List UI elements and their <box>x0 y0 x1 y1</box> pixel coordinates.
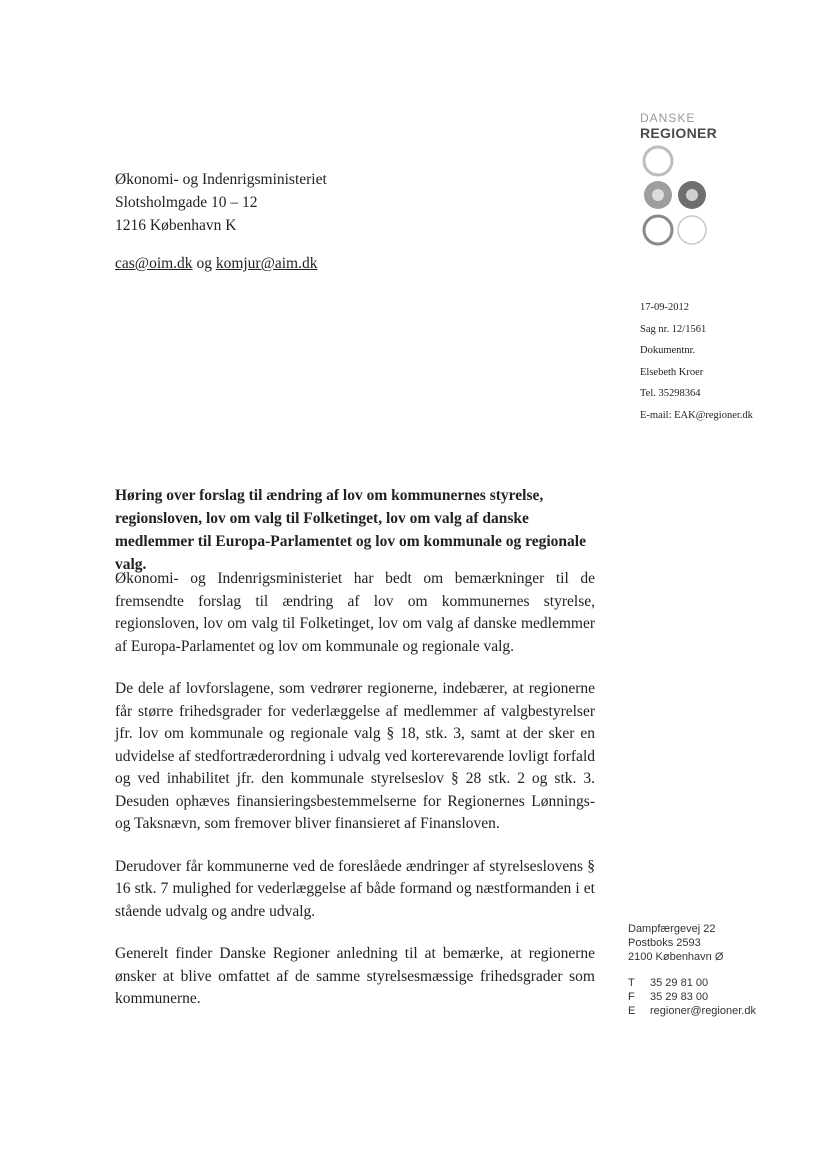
contact-box: Postboks 2593 <box>628 937 701 949</box>
body-paragraph: De dele af lovforslagene, som vedrører regionerne, indebærer, at regionerne får større frihedsgrader for vederlæggelse af medlemmer af valgbestyrelser jfr. lov om kommunale og regionale valg § 18, stk. 3, samt at der sker en udvidelse af stedfortræderordning i udvalg ved korterevarende lovligt forfald og ved inhabilitet jfr. den kommunale styrelseslov § 28 stk. 2 og stk. 3. Desuden ophæves finansieringsbestemmelserne for Regionernes Lønnings- og Taksnævn, som fremover bliver finansieret af Finansloven. <box>115 680 595 832</box>
contact-fax-row <box>628 990 756 1004</box>
phone-label: T <box>628 977 635 989</box>
document-meta <box>640 297 753 426</box>
fax-label: F <box>628 991 635 1003</box>
email-label: E <box>628 1005 636 1017</box>
recipient-address <box>115 168 327 237</box>
recipient-name: Økonomi- og Indenrigsministeriet <box>115 171 327 188</box>
logo-circles-icon <box>640 145 712 253</box>
email-connector: og <box>196 255 212 272</box>
body-paragraph: Økonomi- og Indenrigsministeriet har bedt om bemærkninger til de fremsendte forslag til ændring af lov om kommunernes styrelse, regionsloven, lov om valg til Folketinget, lov om valg af danske medlemmer af Europa-Parlamentet og lov om kommunale og regionale valg. <box>115 570 595 655</box>
letter-subject: Høring over forslag til ændring af lov om kommunernes styrelse, regionsloven, lov om valg til Folketinget, lov om valg af danske medlemmer til Europa-Parlamentet og lov om kommunale og regionale valg. <box>115 487 586 573</box>
meta-phone: Tel. 35298364 <box>640 388 701 399</box>
meta-case-number: Sag nr. 12/1561 <box>640 323 707 335</box>
logo-line-1: DANSKE <box>640 111 696 125</box>
contact-phone-row <box>628 976 756 990</box>
meta-date: 17-09-2012 <box>640 302 689 313</box>
recipient-emails <box>115 255 317 273</box>
email-link-cas[interactable]: cas@oim.dk <box>115 255 193 272</box>
body-paragraph: Generelt finder Danske Regioner anledning til at bemærke, at regionerne ønsker at blive omfattet af de samme styrelsesmæssige frihedsgrader som kommunerne. <box>115 945 595 1007</box>
sender-contact <box>628 922 756 1018</box>
meta-document-number: Dokumentnr. <box>640 345 696 356</box>
meta-email: E-mail: EAK@regioner.dk <box>640 409 753 421</box>
contact-email: regioner@regioner.dk <box>650 1005 756 1017</box>
letter-body <box>115 568 595 1031</box>
recipient-city: 1216 København K <box>115 217 237 234</box>
contact-phone: 35 29 81 00 <box>650 977 709 989</box>
email-link-komjur[interactable]: komjur@aim.dk <box>215 255 318 272</box>
contact-street: Dampfærgevej 22 <box>628 923 716 935</box>
contact-fax: 35 29 83 00 <box>650 991 709 1003</box>
body-paragraph: Derudover får kommunerne ved de foreslåede ændringer af styrelseslovens § 16 stk. 7 mulighed for vederlæggelse af både formand og næstformanden i et stående udvalg og andre udvalg. <box>115 857 595 920</box>
contact-email-row <box>628 1004 756 1018</box>
recipient-street: Slotsholmgade 10 – 12 <box>115 194 258 211</box>
logo-line-2: REGIONER <box>640 125 718 141</box>
contact-city: 2100 København Ø <box>628 951 724 963</box>
danske-regioner-logo <box>640 112 720 253</box>
meta-person: Elsebeth Kroer <box>640 366 704 378</box>
